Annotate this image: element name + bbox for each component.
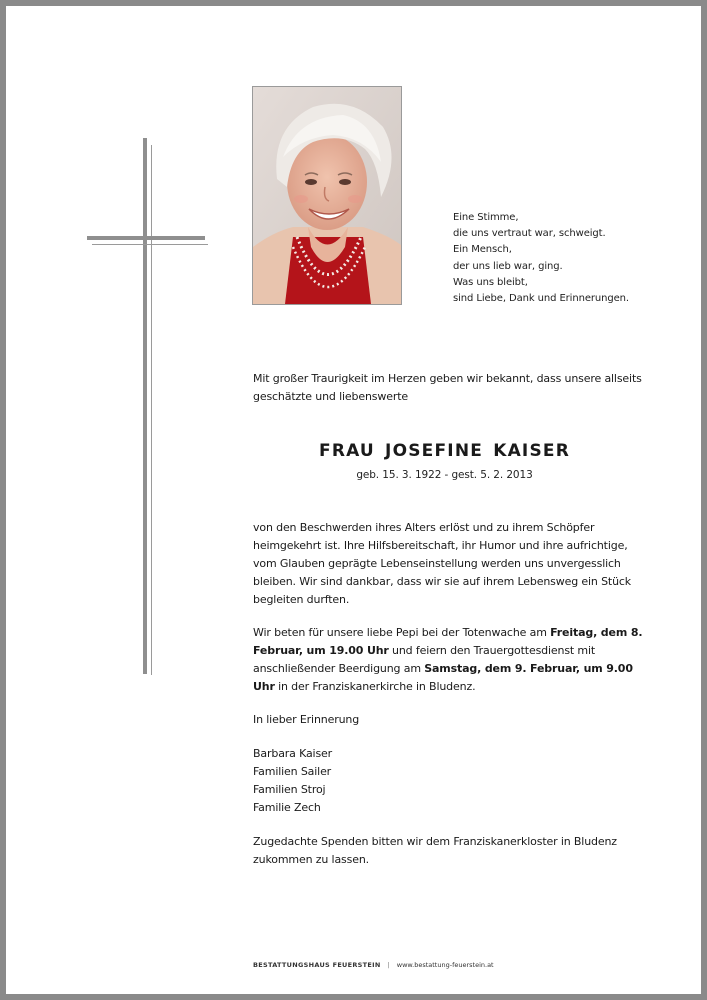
- poem-line: die uns vertraut war, schweigt.: [453, 228, 606, 240]
- portrait-illustration: [253, 87, 401, 304]
- mourner: Familien Stroj: [253, 783, 326, 796]
- footer-company: BESTATTUNGSHAUS FEUERSTEIN: [253, 961, 381, 969]
- footer: [253, 961, 494, 969]
- footer-website-link[interactable]: www.bestattung-feuerstein.at: [396, 961, 494, 969]
- cross-horizontal-bar: [87, 236, 205, 240]
- deceased-name: FRAU JOSEFINE KAISER: [319, 441, 570, 461]
- mourners-list: [253, 745, 643, 817]
- wake-date: Freitag, dem 8. Februar, um 19.00 Uhr: [253, 626, 643, 657]
- mourner: Familien Sailer: [253, 765, 332, 778]
- services-text-part: und feiern den Trauergottesdienst mit anschließender Beerdigung am: [253, 644, 596, 675]
- poem-line: sind Liebe, Dank und Erinnerungen.: [453, 293, 629, 305]
- mourner: Barbara Kaiser: [253, 747, 333, 760]
- donation-text: Zugedachte Spenden bitten wir dem Franziskanerkloster in Bludenz zukommen zu lassen.: [253, 835, 617, 866]
- cross-horizontal-line: [92, 244, 208, 245]
- intro-text: Mit großer Traurigkeit im Herzen geben wir bekannt, dass unsere allseits geschätzte und liebenswerte: [253, 372, 642, 403]
- life-dates: geb. 15. 3. 1922 - gest. 5. 2. 2013: [356, 469, 533, 481]
- poem-line: Was uns bleibt,: [453, 276, 528, 288]
- paragraph-services: [253, 624, 643, 696]
- portrait-photo: [252, 86, 402, 305]
- tribute-text: von den Beschwerden ihres Alters erlöst und zu ihrem Schöpfer heimgekehrt ist. Ihre Hilfsbereitschaft, ihr Humor und ihre aufrichtige, vom Glauben geprägte Lebenseinstellung werden uns unvergesslich bleiben. Wir sind dankbar, dass wir sie auf ihrem Lebensweg ein Stück begleiten durften.: [253, 521, 632, 606]
- poem-line: Eine Stimme,: [453, 212, 519, 223]
- poem-line: Ein Mensch,: [453, 244, 512, 256]
- poem: [453, 210, 629, 307]
- paragraph-tribute: [253, 519, 643, 609]
- funeral-date: Samstag, dem 9. Februar, um 9.00 Uhr: [253, 662, 633, 693]
- services-text-part: in der Franziskanerkirche in Bludenz.: [274, 680, 476, 693]
- mourner: Familie Zech: [253, 801, 321, 814]
- closing-text: In lieber Erinnerung: [253, 713, 360, 726]
- cross-vertical-bar: [143, 138, 147, 674]
- services-text-part: Wir beten für unsere liebe Pepi bei der Totenwache am: [253, 626, 551, 639]
- cross-vertical-line: [151, 145, 152, 675]
- footer-separator: |: [387, 961, 390, 969]
- poem-line: der uns lieb war, ging.: [453, 260, 563, 272]
- services-text: [253, 624, 643, 696]
